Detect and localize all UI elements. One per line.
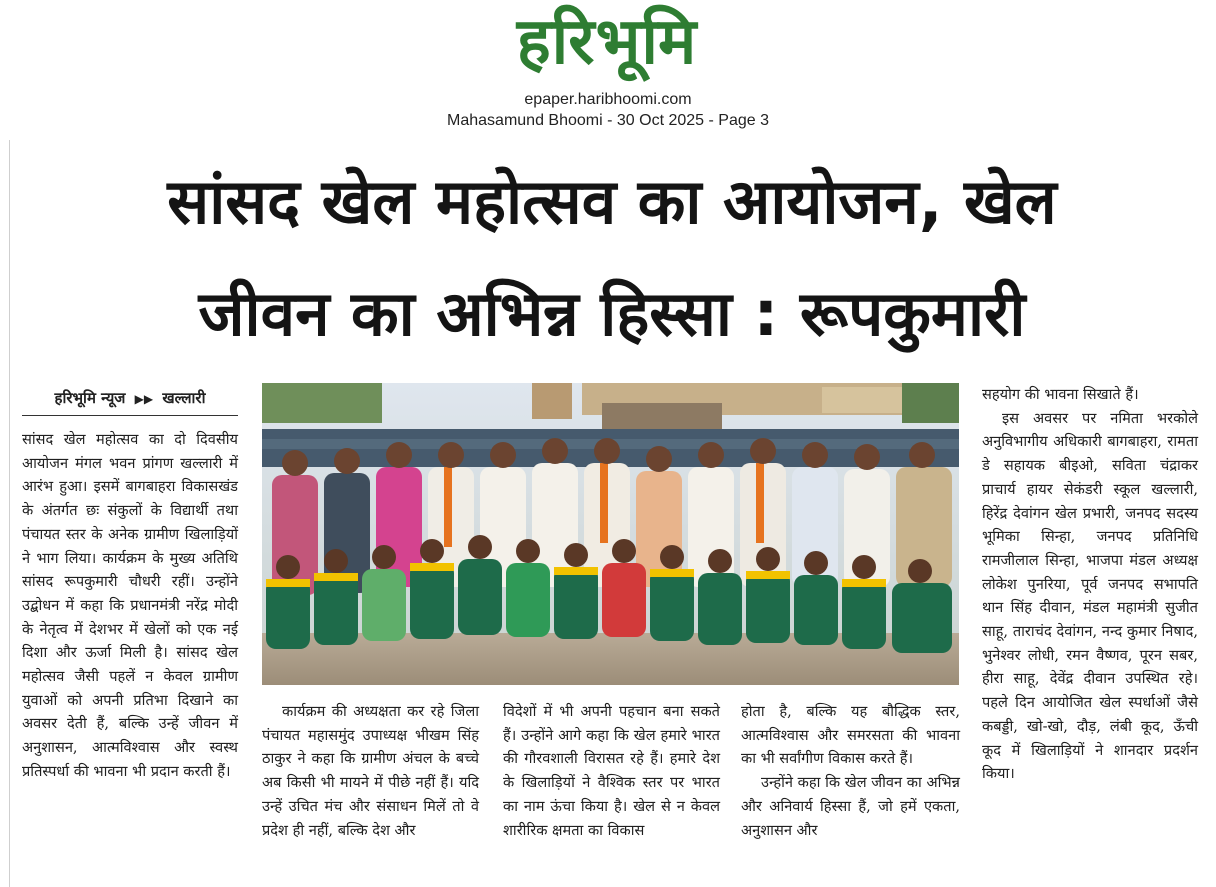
headline-line-2: जीवन का अभिन्न हिस्सा : रूपकुमारी [198, 277, 1026, 350]
article-column-3: विदेशों में भी अपनी पहचान बना सकते हैं। उन्होंने आगे कहा कि खेल हमारे भारत की गौरवशाली विरासत रहे हैं। हमारे देश के खिलाड़ियों ने वैश्विक स्तर पर भारत का नाम ऊंचा किया है। खेल से न केवल शारीरिक क्षमता का विकास [503, 703, 720, 839]
masthead [0, 0, 1216, 135]
byline-place: खल्लारी [162, 389, 206, 407]
article-column-4 [741, 700, 960, 842]
article-column-1: सांसद खेल महोत्सव का दो दिवसीय आयोजन मंगल भवन प्रांगण खल्लारी में आरंभ हुआ। इसमें बागबाहरा विकासखंड के अंतर्गत छः संकुलों के विद्यार्थी तथा पंचायत स्तर के अनेक ग्रामीण खिलाड़ियों ने भाग लिया। कार्यक्रम के मुख्य अतिथि सांसद रूपकुमारी चौधरी रहीं। उन्होंने उद्बोधन में कहा कि प्रधानमंत्री नरेंद्र मोदी के नेतृत्व में देशभर में खेलों को एक नई दिशा और ऊर्जा मिली है। सांसद खेल महोत्सव जैसी पहलें न केवल ग्रामीण युवाओं को अपनी प्रतिभा दिखाने का अवसर देती हैं, बल्कि उन्हें जीवन में अनुशासन, आत्मविश्वास और स्वस्थ प्रतिस्पर्धा की भावना भी प्रदान करती हैं। [22, 431, 238, 780]
article-column-2 [262, 700, 479, 842]
article-column-5 [982, 383, 1198, 786]
team-group-photo [262, 383, 959, 685]
paragraph: उन्होंने कहा कि खेल जीवन का अभिन्न और अनिवार्य हिस्सा हैं, जो हमें एकता, अनुशासन और [741, 774, 960, 839]
site-url[interactable]: epaper.haribhoomi.com [524, 91, 692, 108]
page-edge-divider [9, 140, 10, 887]
byline [22, 386, 238, 416]
fast-forward-icon: ▶▶ [134, 392, 154, 406]
haribhoomi-logo[interactable]: हरिभूमि [516, 5, 698, 79]
headline-line-1: सांसद खेल महोत्सव का आयोजन, खेल [167, 165, 1057, 238]
paragraph: सहयोग की भावना सिखाते हैं। [982, 386, 1139, 403]
paragraph: इस अवसर पर नमिता भरकोले अनुविभागीय अधिकारी बागबाहरा, रामता डे सहायक बीइओ, सविता चंद्राकर प्राचार्य हायर सेकंडरी स्कूल खल्लारी, हिरेंद्र देवांगन खेल प्रभारी, जनपद सदस्य भूमिका सिन्हा, जनपद प्रतिनिधि रामजीलाल सिन्हा, भाजपा मंडल अध्यक्ष लोकेश पुनरिया, पूर्व जनपद सभापति थान सिंह दीवान, मंडल महामंत्री सुजीत साहू, ताराचंद देवांगन, नन्द कुमार निषाद, भुनेश्वर लोधी, रमन वैष्णव, पूरन सबर, हीरा साहू, देवेंद्र दीवान उपस्थित रहे। पहले दिन आयोजित खेल स्पर्धाओं जैसे कबड्डी, खो-खो, दौड़, लंबी कूद, ऊँची कूद में खिलाड़ियों ने शानदार प्रदर्शन किया। [982, 409, 1198, 783]
edition-line: Mahasamund Bhoomi - 30 Oct 2025 - Page 3 [447, 112, 769, 129]
paragraph: होता है, बल्कि यह बौद्धिक स्तर, आत्मविश्वास और समरसता की भावना का भी सर्वांगीण विकास करते हैं। [741, 703, 960, 768]
byline-source: हरिभूमि न्यूज [54, 389, 126, 407]
paragraph: कार्यक्रम की अध्यक्षता कर रहे जिला पंचायत महासमुंद उपाध्यक्ष भीखम सिंह ठाकुर ने कहा कि ग्रामीण अंचल के बच्चे अब किसी भी मायने में पीछे नहीं हैं। यदि उन्हें उचित मंच और संसाधन मिलें तो वे प्रदेश ही नहीं, बल्कि देश और [262, 703, 479, 839]
